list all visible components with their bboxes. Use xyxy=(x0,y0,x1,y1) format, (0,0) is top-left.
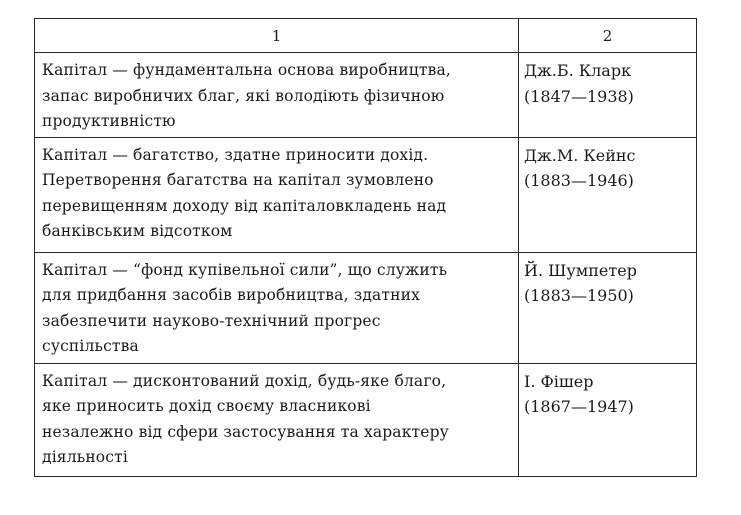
capital-definitions-table xyxy=(34,18,697,477)
author-name: Дж.М. Кейнс xyxy=(524,145,636,165)
definition-line: Перетворення багатства на капітал зумовлено xyxy=(42,171,434,189)
table-row xyxy=(35,53,697,138)
table-row xyxy=(35,137,697,252)
author-cell xyxy=(519,363,697,476)
definition-line: перевищенням доходу від капіталовкладень над xyxy=(42,196,447,215)
table-row xyxy=(35,252,697,363)
definition-line: Капітал — багатство, здатне приносити дохід. xyxy=(42,145,429,164)
author-name: І. Фішер xyxy=(524,371,594,391)
table-row xyxy=(35,363,697,476)
author-years: (1883—1950) xyxy=(524,286,634,305)
author-years: (1867—1947) xyxy=(524,397,634,416)
author-years: (1847—1938) xyxy=(524,86,634,106)
definition-line: Капітал — фундаментальна основа виробництва, xyxy=(42,61,451,79)
definition-line: суспільства xyxy=(42,337,139,355)
definition-line: запас виробничих благ, які володіють фізичною xyxy=(42,86,445,105)
author-cell xyxy=(519,53,697,138)
definition-cell xyxy=(35,137,519,252)
author-name: Дж.Б. Кларк xyxy=(524,61,632,80)
definition-line: Капітал — дисконтований дохід, будь-яке благо, xyxy=(42,371,447,390)
definition-line: яке приносить дохід своєму власникові xyxy=(42,397,371,415)
header-cell-2: 2 xyxy=(519,19,697,53)
definition-line: незалежно від сфери застосування та характеру xyxy=(42,422,449,441)
definition-line: забезпечити науково-технічний прогрес xyxy=(42,311,381,330)
definition-cell xyxy=(35,363,519,476)
definition-line: банківським відсотком xyxy=(42,222,233,240)
author-cell xyxy=(519,252,697,363)
definition-line: продуктивністю xyxy=(42,112,176,130)
header-cell-1: 1 xyxy=(35,19,519,53)
table-header-row xyxy=(35,19,697,53)
definition-cell xyxy=(35,252,519,363)
author-cell xyxy=(519,137,697,252)
definition-line: для придбання засобів виробництва, здатних xyxy=(42,286,420,304)
author-name: Й. Шумпетер xyxy=(524,260,637,280)
definition-cell xyxy=(35,53,519,138)
definition-line: Капітал — “фонд купівельної сили”, що служить xyxy=(42,260,448,279)
author-years: (1883—1946) xyxy=(524,171,634,190)
definition-line: діяльності xyxy=(42,448,128,466)
